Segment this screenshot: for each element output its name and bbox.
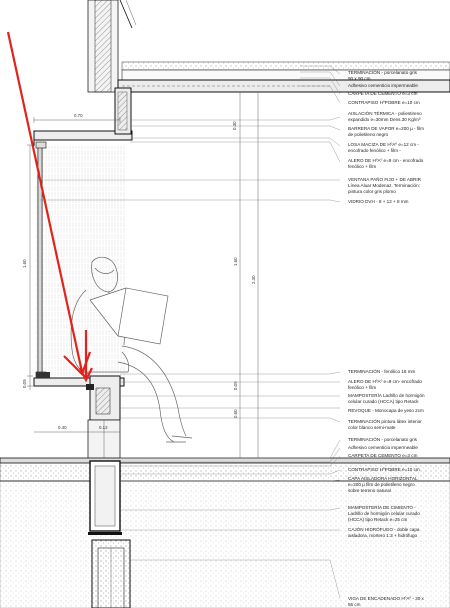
note-ventana-sub: Línea Aluar Modenaz. Terminación: [348,183,420,188]
note-viga: VIGA DE ENCADENADO HºAº - 30 x [348,596,424,601]
dim-030: 0.30 [232,121,237,130]
note-pintura-sub: color blanco semi-mate [348,425,396,430]
dim-230: 2.30 [251,275,256,284]
note-ventana: VENTANA PAÑO FIJO + DE ABRIR [348,177,421,182]
note-revoque: REVOQUE - Monocapa de yeso 2cm [348,408,424,413]
window [36,142,126,378]
note-contrapiso: CONTRAPISO HºPOBRE e=10 cm [348,100,420,105]
dim-012: 0.12 [99,425,108,430]
note-cimiento-sub2: (HCCA) tipo Retack e=25 cm [348,517,408,522]
dim-009-right: 0.09 [233,381,238,390]
note-capa-aisladora: CAPA AISLADORA HORIZONTAL [348,476,418,481]
note-losa: LOSA MACIZA DE HºAº e=12 cm - [348,142,419,147]
note-mamposteria-sub: celular curado (HCCA) tipo Retack [348,399,419,404]
dim-009-left: 0.09 [22,379,27,388]
note-terminacion-porcelanato-2: TERMINACIÓN - porcelanato gris [348,437,417,442]
dim-040: 0.40 [58,425,67,430]
note-losa-sub: encofrado fenólico + film - [348,148,401,153]
note-aislacion: AISLACIÓN TÉRMICA - poliestireno [348,111,422,116]
upper-eave [34,88,132,146]
note-adhesivo-2: Adhesivo cementicio impermeable [348,445,418,450]
note-barrera-sub: de polietileno negro [348,132,389,137]
note-cajon: CAJÓN HIDRÓFUGO - doble capa [348,527,420,532]
note-alero-inferior: ALERO DE HºAº e=9 cm- encofrado [348,379,422,384]
note-alero-inferior-sub: fenólico + film [348,385,377,390]
note-capa-aisladora-sub: e=200 µ film de polietileno negro [348,482,415,487]
note-alero-sub: fenólico + film [348,164,377,169]
note-capa-aisladora-sub2: sobre terreno natural [348,488,391,493]
note-terminacion-fenolico: TERMINACIÓN - fenólico 18 mm [348,369,416,374]
dim-160-left: 1.60 [22,259,27,268]
dim-060: 0.60 [233,409,238,418]
note-terminacion-porcelanato-sub: 90 x 90 cm [348,76,371,81]
note-pintura: TERMINACIÓN pintura látex interior [348,419,422,424]
note-contrapiso-2: CONTRAPISO HºPOBRE e=10 cm [348,467,420,472]
dim-070: 0.70 [74,113,83,118]
note-vidrio: VIDRIO DVH - 8 + 12 + 8 mm [348,199,409,204]
note-cimiento: MAMPOSTERÍA DE CIMIENTO - [348,505,416,510]
note-carpeta-2: CARPETA DE CEMENTO e=3 cm [348,453,418,458]
note-aislacion-sub: expandido e=30mm Dens.30 Kg/m³ [348,117,421,122]
note-adhesivo: Adhesivo cementicio impermeable [348,83,418,88]
note-viga-sub: 55 cm [348,602,361,607]
note-barrera: BARRERA DE VAPOR e=200 µ - film [348,126,424,131]
dim-160-right: 1.60 [233,257,238,266]
note-carpeta: CARPETA DE CEMENTO e=3 cm [348,91,418,96]
note-ventana-sub2: pintura color gris plomo [348,189,396,194]
note-alero: ALERO DE HºAº e=9 cm - encofrado [348,158,424,163]
note-cajon-sub: aisladora, mortero 1:3 + hidrófugo [348,533,418,538]
note-terminacion-porcelanato: TERMINACIÓN - porcelanato gris [348,70,417,75]
note-mamposteria: MAMPOSTERÍA Ladrillo de hormigón [348,393,425,398]
bench-sill [34,372,124,420]
note-cimiento-sub: Ladrillo de hormigón celular curado [348,511,420,516]
